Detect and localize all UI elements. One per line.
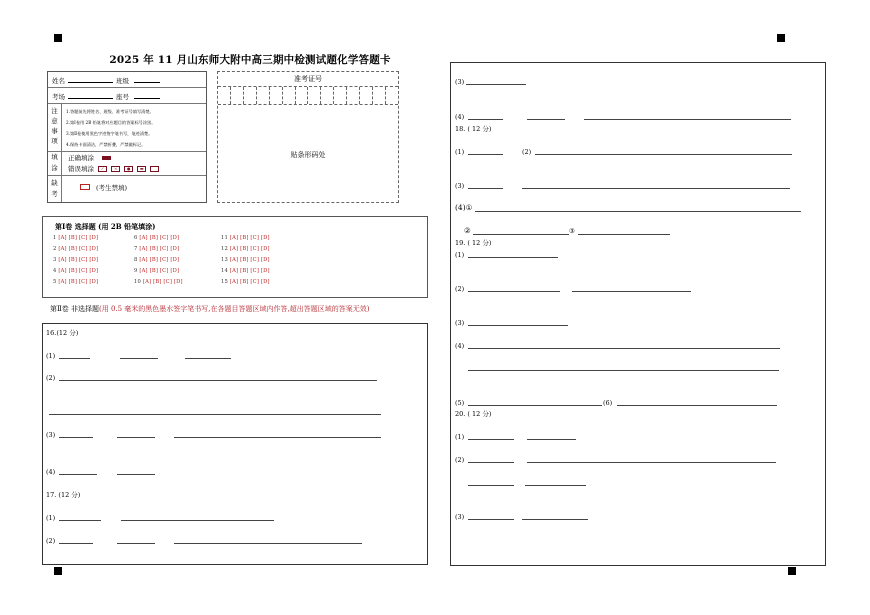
q16-4-label: (4) — [46, 468, 56, 476]
digit-cell[interactable] — [231, 87, 244, 104]
q18-1-label: (1) — [455, 148, 465, 156]
q16-3-answer-line[interactable] — [117, 437, 155, 438]
notes-list — [66, 106, 155, 150]
q20-3-label: (3) — [455, 513, 465, 521]
registration-mark-bottom-right — [788, 567, 796, 575]
info-row-notes — [48, 103, 206, 152]
q18-1-answer-line[interactable] — [468, 154, 503, 155]
info-row-absent — [48, 175, 206, 202]
q16-title: 16.(12 分) — [46, 329, 79, 337]
q20-title: 20. ( 12 分) — [455, 410, 492, 418]
q19-1-answer-line[interactable] — [468, 257, 558, 258]
digit-cell[interactable] — [347, 87, 360, 104]
admission-header: 准考证号 — [218, 72, 398, 87]
r4-answer-line[interactable] — [527, 119, 565, 120]
note-item: 3.第Ⅱ卷使用黑色字迹签字笔书写，笔迹清楚。 — [66, 131, 153, 136]
r4-label: (4) — [455, 113, 465, 121]
q20-2-answer-line[interactable] — [468, 485, 514, 486]
wrong-fill-example: 错误填涂 ✓ × ● ▬ — [68, 164, 159, 173]
q17-2-answer-line[interactable] — [117, 543, 155, 544]
q17-2-answer-line[interactable] — [174, 543, 362, 544]
mc-question[interactable]: 2 [A] [B] [C] [D] — [53, 246, 99, 252]
q19-2-answer-line[interactable] — [468, 291, 560, 292]
q18-4b-label: ② — [464, 226, 471, 235]
mc-question[interactable]: 5 [A] [B] [C] [D] — [53, 279, 99, 285]
absent-bubble[interactable] — [80, 184, 90, 190]
q18-4c-answer-line[interactable] — [578, 234, 670, 235]
q18-3-label: (3) — [455, 182, 465, 190]
q19-4-answer-line[interactable] — [468, 370, 779, 371]
mc-question[interactable]: 13 [A] [B] [C] [D] — [221, 257, 270, 263]
q20-2-answer-line[interactable] — [525, 485, 586, 486]
digit-cell[interactable] — [283, 87, 296, 104]
q20-1-answer-line[interactable] — [468, 439, 514, 440]
q17-1-answer-line[interactable] — [121, 520, 274, 521]
q18-2-answer-line[interactable] — [535, 154, 792, 155]
registration-mark-bottom-left — [54, 567, 62, 575]
q16-4-answer-line[interactable] — [117, 474, 155, 475]
q20-2-answer-line[interactable] — [527, 462, 776, 463]
half-bubble-icon: ▬ — [137, 166, 146, 172]
q19-2-label: (2) — [455, 285, 465, 293]
r3-answer-line[interactable] — [466, 84, 526, 85]
mc-question[interactable]: 15 [A] [B] [C] [D] — [221, 279, 270, 285]
section1-header: 第Ⅰ卷 选择题 (用 2B 铅笔填涂) — [55, 222, 156, 231]
q17-2-answer-line[interactable] — [59, 543, 93, 544]
q18-3-answer-line[interactable] — [468, 188, 503, 189]
q16-2-label: (2) — [46, 374, 56, 382]
mc-question[interactable]: 8 [A] [B] [C] [D] — [134, 257, 180, 263]
mc-question[interactable]: 6 [A] [B] [C] [D] — [134, 235, 180, 241]
digit-cell[interactable] — [270, 87, 283, 104]
empty-bubble-icon — [150, 166, 159, 172]
digit-cell[interactable] — [308, 87, 321, 104]
digit-cell[interactable] — [373, 87, 386, 104]
note-item: 2.第Ⅰ卷用 2B 铅笔将对应题目的答案标号涂黑。 — [66, 120, 156, 125]
r4-answer-line[interactable] — [468, 119, 503, 120]
registration-mark-top-left — [54, 34, 62, 42]
absent-label: 缺 考 — [48, 175, 62, 202]
digit-cell[interactable] — [218, 87, 231, 104]
fill-label: 填 涂 — [48, 151, 62, 175]
q20-2-answer-line[interactable] — [468, 462, 514, 463]
q19-title: 19. ( 12 分) — [455, 239, 492, 247]
q18-2-label: (2) — [522, 148, 532, 156]
correct-fill-example: 正确填涂 — [68, 153, 111, 162]
q20-1-answer-line[interactable] — [527, 439, 576, 440]
q19-5-answer-line[interactable] — [468, 405, 602, 406]
mc-question[interactable]: 7 [A] [B] [C] [D] — [134, 246, 180, 252]
q16-3-label: (3) — [46, 431, 56, 439]
section2-note: (用 0.5 毫米的黑色墨水签字笔书写,在各题目答题区域内作答,超出答题区域的答案无效) — [98, 305, 370, 313]
q16-3-answer-line[interactable] — [174, 437, 381, 438]
q18-4b-answer-line[interactable] — [473, 234, 569, 235]
mc-question[interactable]: 4 [A] [B] [C] [D] — [53, 268, 99, 274]
barcode-label: 贴条形码处 — [290, 151, 326, 159]
digit-cell[interactable] — [296, 87, 309, 104]
dot-bubble-icon: ● — [124, 166, 133, 172]
r3-label: (3) — [455, 78, 465, 86]
q20-3-answer-line[interactable] — [522, 519, 588, 520]
page-title: 2025 年 11 月山东师大附中高三期中检测试题化学答题卡 — [109, 54, 391, 66]
mc-question[interactable]: 12 [A] [B] [C] [D] — [221, 246, 270, 252]
digit-cell[interactable] — [321, 87, 334, 104]
seat-field[interactable] — [134, 92, 160, 99]
notes-label: 注 意 事 项 — [48, 103, 62, 151]
digit-cell[interactable] — [244, 87, 257, 104]
q19-1-label: (1) — [455, 251, 465, 259]
name-label: 姓名 — [52, 77, 65, 85]
q17-1-answer-line[interactable] — [59, 520, 101, 521]
registration-mark-top-right — [777, 34, 785, 42]
q16-1-answer-line[interactable] — [120, 358, 158, 359]
answer-box-right — [450, 62, 826, 566]
q18-3-answer-line[interactable] — [522, 188, 790, 189]
q19-5-label: (5) — [455, 399, 465, 407]
student-info-box — [47, 71, 207, 203]
q17-1-label: (1) — [46, 514, 56, 522]
q16-4-answer-line[interactable] — [59, 474, 97, 475]
q20-1-label: (1) — [455, 433, 465, 441]
q20-3-answer-line[interactable] — [468, 519, 514, 520]
admission-box — [217, 71, 399, 203]
q19-4-label: (4) — [455, 342, 465, 350]
q19-6-answer-line[interactable] — [617, 405, 777, 406]
q19-4-answer-line[interactable] — [468, 348, 780, 349]
q16-1-answer-line[interactable] — [59, 358, 90, 359]
note-item: 4.保持卡面清洁，严禁折叠，严禁做标记。 — [66, 142, 146, 147]
answer-box-left — [42, 323, 428, 565]
q18-4c-label: ③ — [569, 227, 575, 235]
info-row-room — [48, 87, 206, 104]
q16-3-answer-line[interactable] — [59, 437, 93, 438]
mc-question[interactable]: 3 [A] [B] [C] [D] — [53, 257, 99, 263]
r4-answer-line[interactable] — [584, 119, 791, 120]
mc-question[interactable]: 14 [A] [B] [C] [D] — [221, 268, 270, 274]
admission-digit-cells — [218, 87, 398, 105]
q18-4-label: (4)① — [455, 203, 473, 212]
q19-6-label: (6) — [603, 399, 613, 407]
q18-4-answer-line[interactable] — [475, 211, 801, 212]
cross-bubble-icon: × — [111, 166, 120, 172]
q16-1-label: (1) — [46, 352, 56, 360]
info-row-name — [48, 72, 206, 88]
name-field[interactable] — [68, 76, 113, 83]
q17-title: 17. (12 分) — [46, 491, 81, 499]
q17-2-label: (2) — [46, 537, 56, 545]
multiple-choice-section — [42, 216, 428, 298]
mc-question[interactable]: 1 [A] [B] [C] [D] — [53, 235, 99, 241]
digit-cell[interactable] — [334, 87, 347, 104]
absent-note: (考生禁填) — [96, 184, 128, 192]
q16-2-answer-line[interactable] — [59, 380, 377, 381]
check-bubble-icon: ✓ — [98, 166, 107, 172]
section2-header: 第Ⅱ卷 非选择题(用 0.5 毫米的黑色墨水签字笔书写,在各题目答题区域内作答,超出答题区域的答案无效) — [50, 305, 370, 313]
digit-cell[interactable] — [386, 87, 398, 104]
class-field[interactable] — [134, 76, 160, 83]
q18-title: 18. ( 12 分) — [455, 125, 492, 133]
q16-1-answer-line[interactable] — [185, 358, 231, 359]
note-item: 1.答题前先将姓名、班级、准考证号填写清楚。 — [66, 109, 154, 114]
q19-3-answer-line[interactable] — [468, 325, 568, 326]
seat-label: 座号 — [116, 93, 129, 101]
info-row-fill — [48, 151, 206, 176]
q20-2-label: (2) — [455, 456, 465, 464]
q19-3-label: (3) — [455, 319, 465, 327]
mc-question[interactable]: 9 [A] [B] [C] [D] — [134, 268, 180, 274]
mc-question[interactable]: 11 [A] [B] [C] [D] — [221, 235, 270, 241]
q19-2-answer-line[interactable] — [572, 291, 691, 292]
room-field[interactable] — [68, 92, 113, 99]
mc-question[interactable]: 10 [A] [B] [C] [D] — [134, 279, 183, 285]
room-label: 考场 — [52, 93, 65, 101]
class-label: 班级 — [116, 77, 129, 85]
q16-2-answer-line[interactable] — [49, 414, 381, 415]
digit-cell[interactable] — [257, 87, 270, 104]
digit-cell[interactable] — [360, 87, 373, 104]
filled-bubble-icon — [102, 156, 111, 160]
